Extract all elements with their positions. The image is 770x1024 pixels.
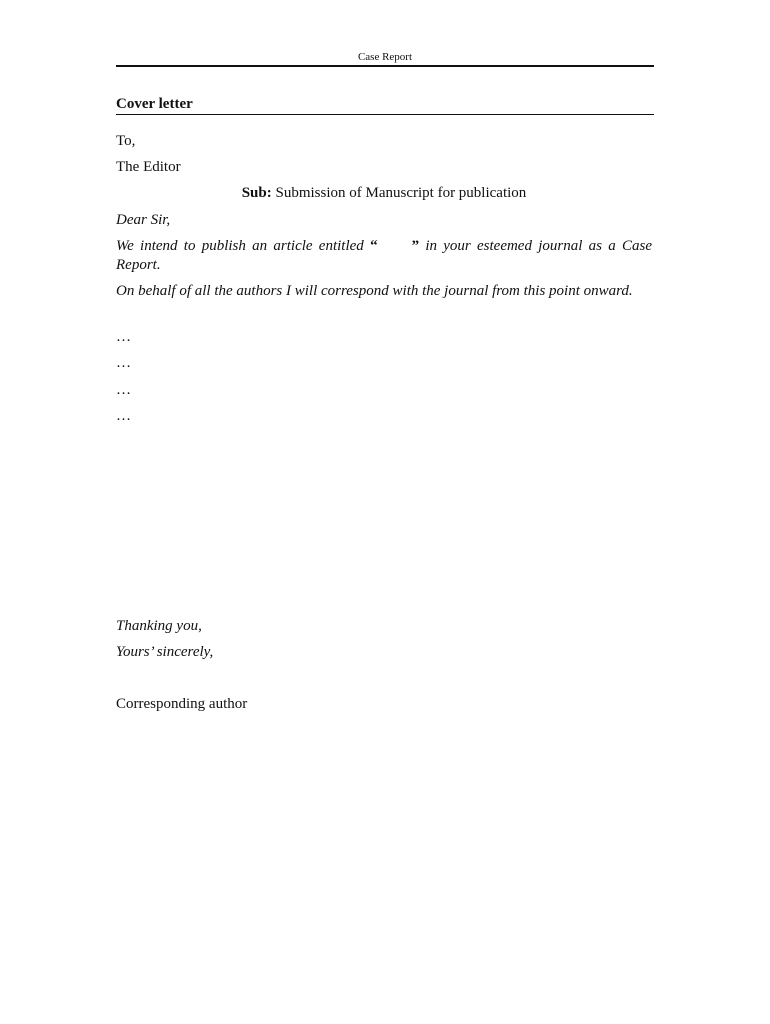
- paragraph-correspondence: On behalf of all the authors I will correspond with the journal from this point onward.: [116, 283, 633, 299]
- ellipsis-line: …: [116, 329, 131, 345]
- section-title: Cover letter: [116, 96, 193, 112]
- ellipsis-line: …: [116, 408, 131, 424]
- addressee-editor: The Editor: [116, 159, 181, 175]
- section-divider: [116, 114, 654, 115]
- paragraph-intent: [116, 237, 652, 275]
- closing-thanks: Thanking you,: [116, 618, 202, 634]
- closing-sincerely: Yours’ sincerely,: [116, 644, 214, 660]
- running-header: Case Report: [357, 51, 413, 63]
- ellipsis-line: …: [116, 382, 131, 398]
- header-divider: [116, 65, 654, 67]
- paragraph-intent-after: in your esteemed journal as a Case Report.: [116, 238, 653, 273]
- close-quote: ”: [411, 238, 420, 254]
- subject-label: Sub:: [241, 185, 272, 201]
- addressee-to: To,: [116, 133, 136, 149]
- paragraph-intent-before: We intend to publish an article entitled: [116, 238, 371, 254]
- subject-text: Submission of Manuscript for publication: [271, 185, 527, 201]
- subject-line: [116, 184, 652, 203]
- salutation: Dear Sir,: [116, 212, 171, 228]
- open-quote: “: [370, 238, 378, 254]
- ellipsis-line: …: [116, 355, 131, 371]
- signature-corresponding-author: Corresponding author: [116, 696, 248, 712]
